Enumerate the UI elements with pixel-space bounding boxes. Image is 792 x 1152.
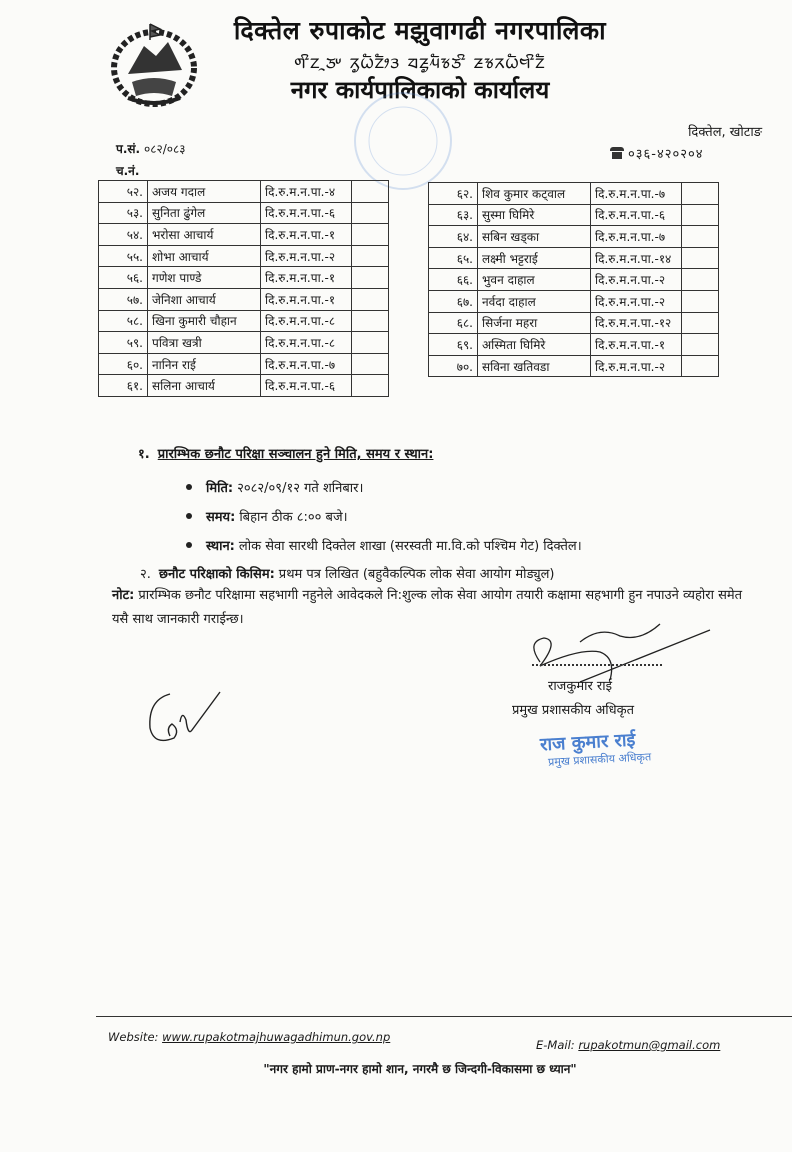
detail-label: स्थान: xyxy=(206,539,235,554)
candidate-name: भरोसा आचार्य xyxy=(148,224,261,246)
row-number: ६९. xyxy=(429,334,478,356)
ward-address: दि.रु.म.न.पा.-२ xyxy=(591,290,682,312)
row-number: ५२. xyxy=(99,181,148,203)
row-number: ७०. xyxy=(429,355,478,377)
candidate-name: सविना खतिवडा xyxy=(478,355,591,377)
table-row xyxy=(99,310,389,332)
phone-number: ०३६-४२०२०४ xyxy=(628,147,704,162)
section-label: छनौट परिक्षाको किसिम: xyxy=(158,567,275,582)
ward-address: दि.रु.म.न.पा.-२ xyxy=(591,355,682,377)
signature-cell xyxy=(352,224,389,246)
website-link[interactable]: www.rupakotmajhuwagadhimun.gov.np xyxy=(162,1030,391,1044)
ward-address: दि.रु.म.न.पा.-६ xyxy=(261,202,352,224)
email-label: E-Mail: xyxy=(536,1038,575,1052)
table-row xyxy=(99,181,389,203)
signature-cell xyxy=(352,332,389,354)
email-link[interactable]: rupakotmun@gmail.com xyxy=(578,1038,721,1052)
table-row xyxy=(99,224,389,246)
ward-address: दि.रु.म.न.पा.-१२ xyxy=(591,312,682,334)
footer-divider xyxy=(96,1016,792,1017)
signature-cell xyxy=(682,334,719,356)
row-number: ६७. xyxy=(429,290,478,312)
row-number: ६८. xyxy=(429,312,478,334)
row-number: ६१. xyxy=(99,375,148,397)
signature-cell xyxy=(352,267,389,289)
table-row xyxy=(429,290,719,312)
candidate-name: पवित्रा खत्री xyxy=(148,332,261,354)
ward-address: दि.रु.म.न.पा.-१४ xyxy=(591,247,682,269)
candidate-name: शोभा आचार्य xyxy=(148,245,261,267)
nepal-government-emblem-icon xyxy=(106,16,202,112)
table-row xyxy=(429,204,719,226)
ward-address: दि.रु.म.न.पा.-७ xyxy=(591,226,682,248)
row-number: ६०. xyxy=(99,353,148,375)
signature-cell xyxy=(352,353,389,375)
row-number: ५७. xyxy=(99,288,148,310)
row-number: ५४. xyxy=(99,224,148,246)
office-name: नगर कार्यपालिकाको कार्यालय xyxy=(290,76,550,104)
table-row xyxy=(429,247,719,269)
candidate-name: खिना कुमारी चौहान xyxy=(148,310,261,332)
ward-address: दि.रु.म.न.पा.-१ xyxy=(261,288,352,310)
ward-address: दि.रु.म.न.पा.-२ xyxy=(261,245,352,267)
candidate-name: नानिन राई xyxy=(148,353,261,375)
signature-cell xyxy=(352,375,389,397)
exam-details-list xyxy=(180,478,582,565)
ward-address: दि.रु.म.न.पा.-८ xyxy=(261,332,352,354)
candidate-name: सिर्जना महरा xyxy=(478,312,591,334)
candidate-name: नर्वदा दाहाल xyxy=(478,290,591,312)
signature-cell xyxy=(682,269,719,291)
candidate-name: शिव कुमार कट्वाल xyxy=(478,183,591,205)
candidate-name: सबिन खड्का xyxy=(478,226,591,248)
row-number: ५९. xyxy=(99,332,148,354)
signatory-name: राजकुमार राई xyxy=(548,679,612,694)
signature-cell xyxy=(352,288,389,310)
signature-cell xyxy=(352,245,389,267)
ward-address: दि.रु.म.न.पा.-१ xyxy=(591,334,682,356)
ward-address: दि.रु.म.न.पा.-६ xyxy=(261,375,352,397)
office-address: दिक्तेल, खोटाङ xyxy=(688,125,762,140)
table-row xyxy=(429,269,719,291)
ward-address: दि.रु.म.न.पा.-१ xyxy=(261,224,352,246)
note-text: प्रारम्भिक छनौट परिक्षामा सहभागी नहुनेले आवेदकले नि:शुल्क लोक सेवा आयोग तयारी कक्षामा सहभागी हुन नपाउने व्यहोरा समेत यसै साथ जानकारी गराईन्छ। xyxy=(112,588,743,627)
official-signature-icon xyxy=(520,622,720,682)
signature-cell xyxy=(682,247,719,269)
bullet-icon xyxy=(186,542,192,548)
candidate-name: अजय गदाल xyxy=(148,181,261,203)
stamp-title: प्रमुख प्रशासकीय अधिकृत xyxy=(547,750,652,769)
ward-address: दि.रु.म.न.पा.-४ xyxy=(261,181,352,203)
candidate-name: गणेश पाण्डे xyxy=(148,267,261,289)
handwritten-signature-icon xyxy=(140,680,240,750)
telephone-icon xyxy=(610,147,624,159)
detail-value: २०८२/०९/१२ गते शनिबार। xyxy=(237,481,364,496)
table-row xyxy=(99,202,389,224)
row-number: ५८. xyxy=(99,310,148,332)
table-row xyxy=(99,375,389,397)
row-number: ६५. xyxy=(429,247,478,269)
table-row xyxy=(429,226,719,248)
ward-address: दि.रु.म.न.पा.-१ xyxy=(261,267,352,289)
table-row xyxy=(99,332,389,354)
detail-value: बिहान ठीक ८:०० बजे। xyxy=(239,510,348,525)
row-number: ६४. xyxy=(429,226,478,248)
footer-email xyxy=(536,1038,720,1052)
candidate-name: अस्मिता घिमिरे xyxy=(478,334,591,356)
row-number: ५६. xyxy=(99,267,148,289)
signature-cell xyxy=(682,183,719,205)
signature-cell xyxy=(352,181,389,203)
signature-cell xyxy=(352,310,389,332)
dispatch-number-label: च.नं. xyxy=(116,164,140,178)
candidate-name: लक्ष्मी भट्टराई xyxy=(478,247,591,269)
table-row xyxy=(99,267,389,289)
detail-label: समय: xyxy=(206,510,236,525)
ward-address: दि.रु.म.न.पा.-६ xyxy=(591,204,682,226)
municipality-name-script: ᤛᤡᤁᤳᤍᤸ ᤖᤢᤐᤠᤁᤥᤋ ᤔᤏᤢᤘᤠᤃᤍᤡ ᤏᤃᤖᤐᤠᤗᤡᤁᤠ xyxy=(294,49,546,73)
row-number: ६६. xyxy=(429,269,478,291)
ward-address: दि.रु.म.न.पा.-७ xyxy=(261,353,352,375)
signature-cell xyxy=(682,226,719,248)
signature-cell xyxy=(682,312,719,334)
website-label: Website: xyxy=(108,1030,159,1044)
footer-website xyxy=(108,1030,390,1044)
signature-cell xyxy=(352,202,389,224)
signature-cell xyxy=(682,355,719,377)
detail-label: मिति: xyxy=(206,481,234,496)
candidate-name: सलिना आचार्य xyxy=(148,375,261,397)
list-item-date xyxy=(180,478,582,507)
table-row xyxy=(99,353,389,375)
municipality-motto: "नगर हामो प्राण-नगर हामो शान, नगरमै छ जिन्दगी-विकासमा छ ध्यान" xyxy=(263,1062,577,1076)
roster-table-right xyxy=(428,182,719,377)
signature-cell xyxy=(682,204,719,226)
row-number: ५५. xyxy=(99,245,148,267)
signature-cell xyxy=(682,290,719,312)
reference-value: ०८२/०८३ xyxy=(144,142,186,156)
list-item-time xyxy=(180,507,582,536)
row-number: ६२. xyxy=(429,183,478,205)
section-exam-type xyxy=(140,564,555,582)
row-number: ६३. xyxy=(429,204,478,226)
section-exam-schedule-heading xyxy=(138,444,433,462)
ward-address: दि.रु.म.न.पा.-७ xyxy=(591,183,682,205)
bullet-icon xyxy=(186,484,192,490)
list-item-venue xyxy=(180,536,582,565)
candidate-name: सुस्मा घिमिरे xyxy=(478,204,591,226)
section-value: प्रथम पत्र लिखित (बहुवैकल्पिक लोक सेवा आयोग मोड्युल) xyxy=(278,567,555,582)
bullet-icon xyxy=(186,513,192,519)
municipality-name: दिक्तेल रुपाकोट मझुवागढी नगरपालिका xyxy=(233,16,607,45)
table-row xyxy=(99,245,389,267)
office-phone xyxy=(610,144,704,162)
roster-table-left xyxy=(98,180,389,397)
section-number: १. xyxy=(138,447,150,462)
table-row xyxy=(99,288,389,310)
reference-number xyxy=(116,140,186,157)
candidate-name: सुनिता ढुंगेल xyxy=(148,202,261,224)
table-row xyxy=(429,355,719,377)
ward-address: दि.रु.म.न.पा.-२ xyxy=(591,269,682,291)
table-row xyxy=(429,312,719,334)
reference-label: प.सं. xyxy=(116,142,141,156)
candidate-name: जेनिशा आचार्य xyxy=(148,288,261,310)
section-heading: प्रारम्भिक छनौट परिक्षा सञ्चालन हुने मिति, समय र स्थान: xyxy=(157,447,434,462)
row-number: ५३. xyxy=(99,202,148,224)
detail-value: लोक सेवा सारथी दिक्तेल शाखा (सरस्वती मा.वि.को पश्चिम गेट) दिक्तेल। xyxy=(238,539,582,554)
section-number: २. xyxy=(140,567,151,582)
table-row xyxy=(429,334,719,356)
signature-line xyxy=(532,664,662,666)
ward-address: दि.रु.म.न.पा.-८ xyxy=(261,310,352,332)
note-label: नोट: xyxy=(112,588,135,603)
signatory-title: प्रमुख प्रशासकीय अधिकृत xyxy=(512,703,635,718)
candidate-name: भुवन दाहाल xyxy=(478,269,591,291)
table-row xyxy=(429,183,719,205)
stamp-name: राज कुमार राई xyxy=(539,729,636,756)
